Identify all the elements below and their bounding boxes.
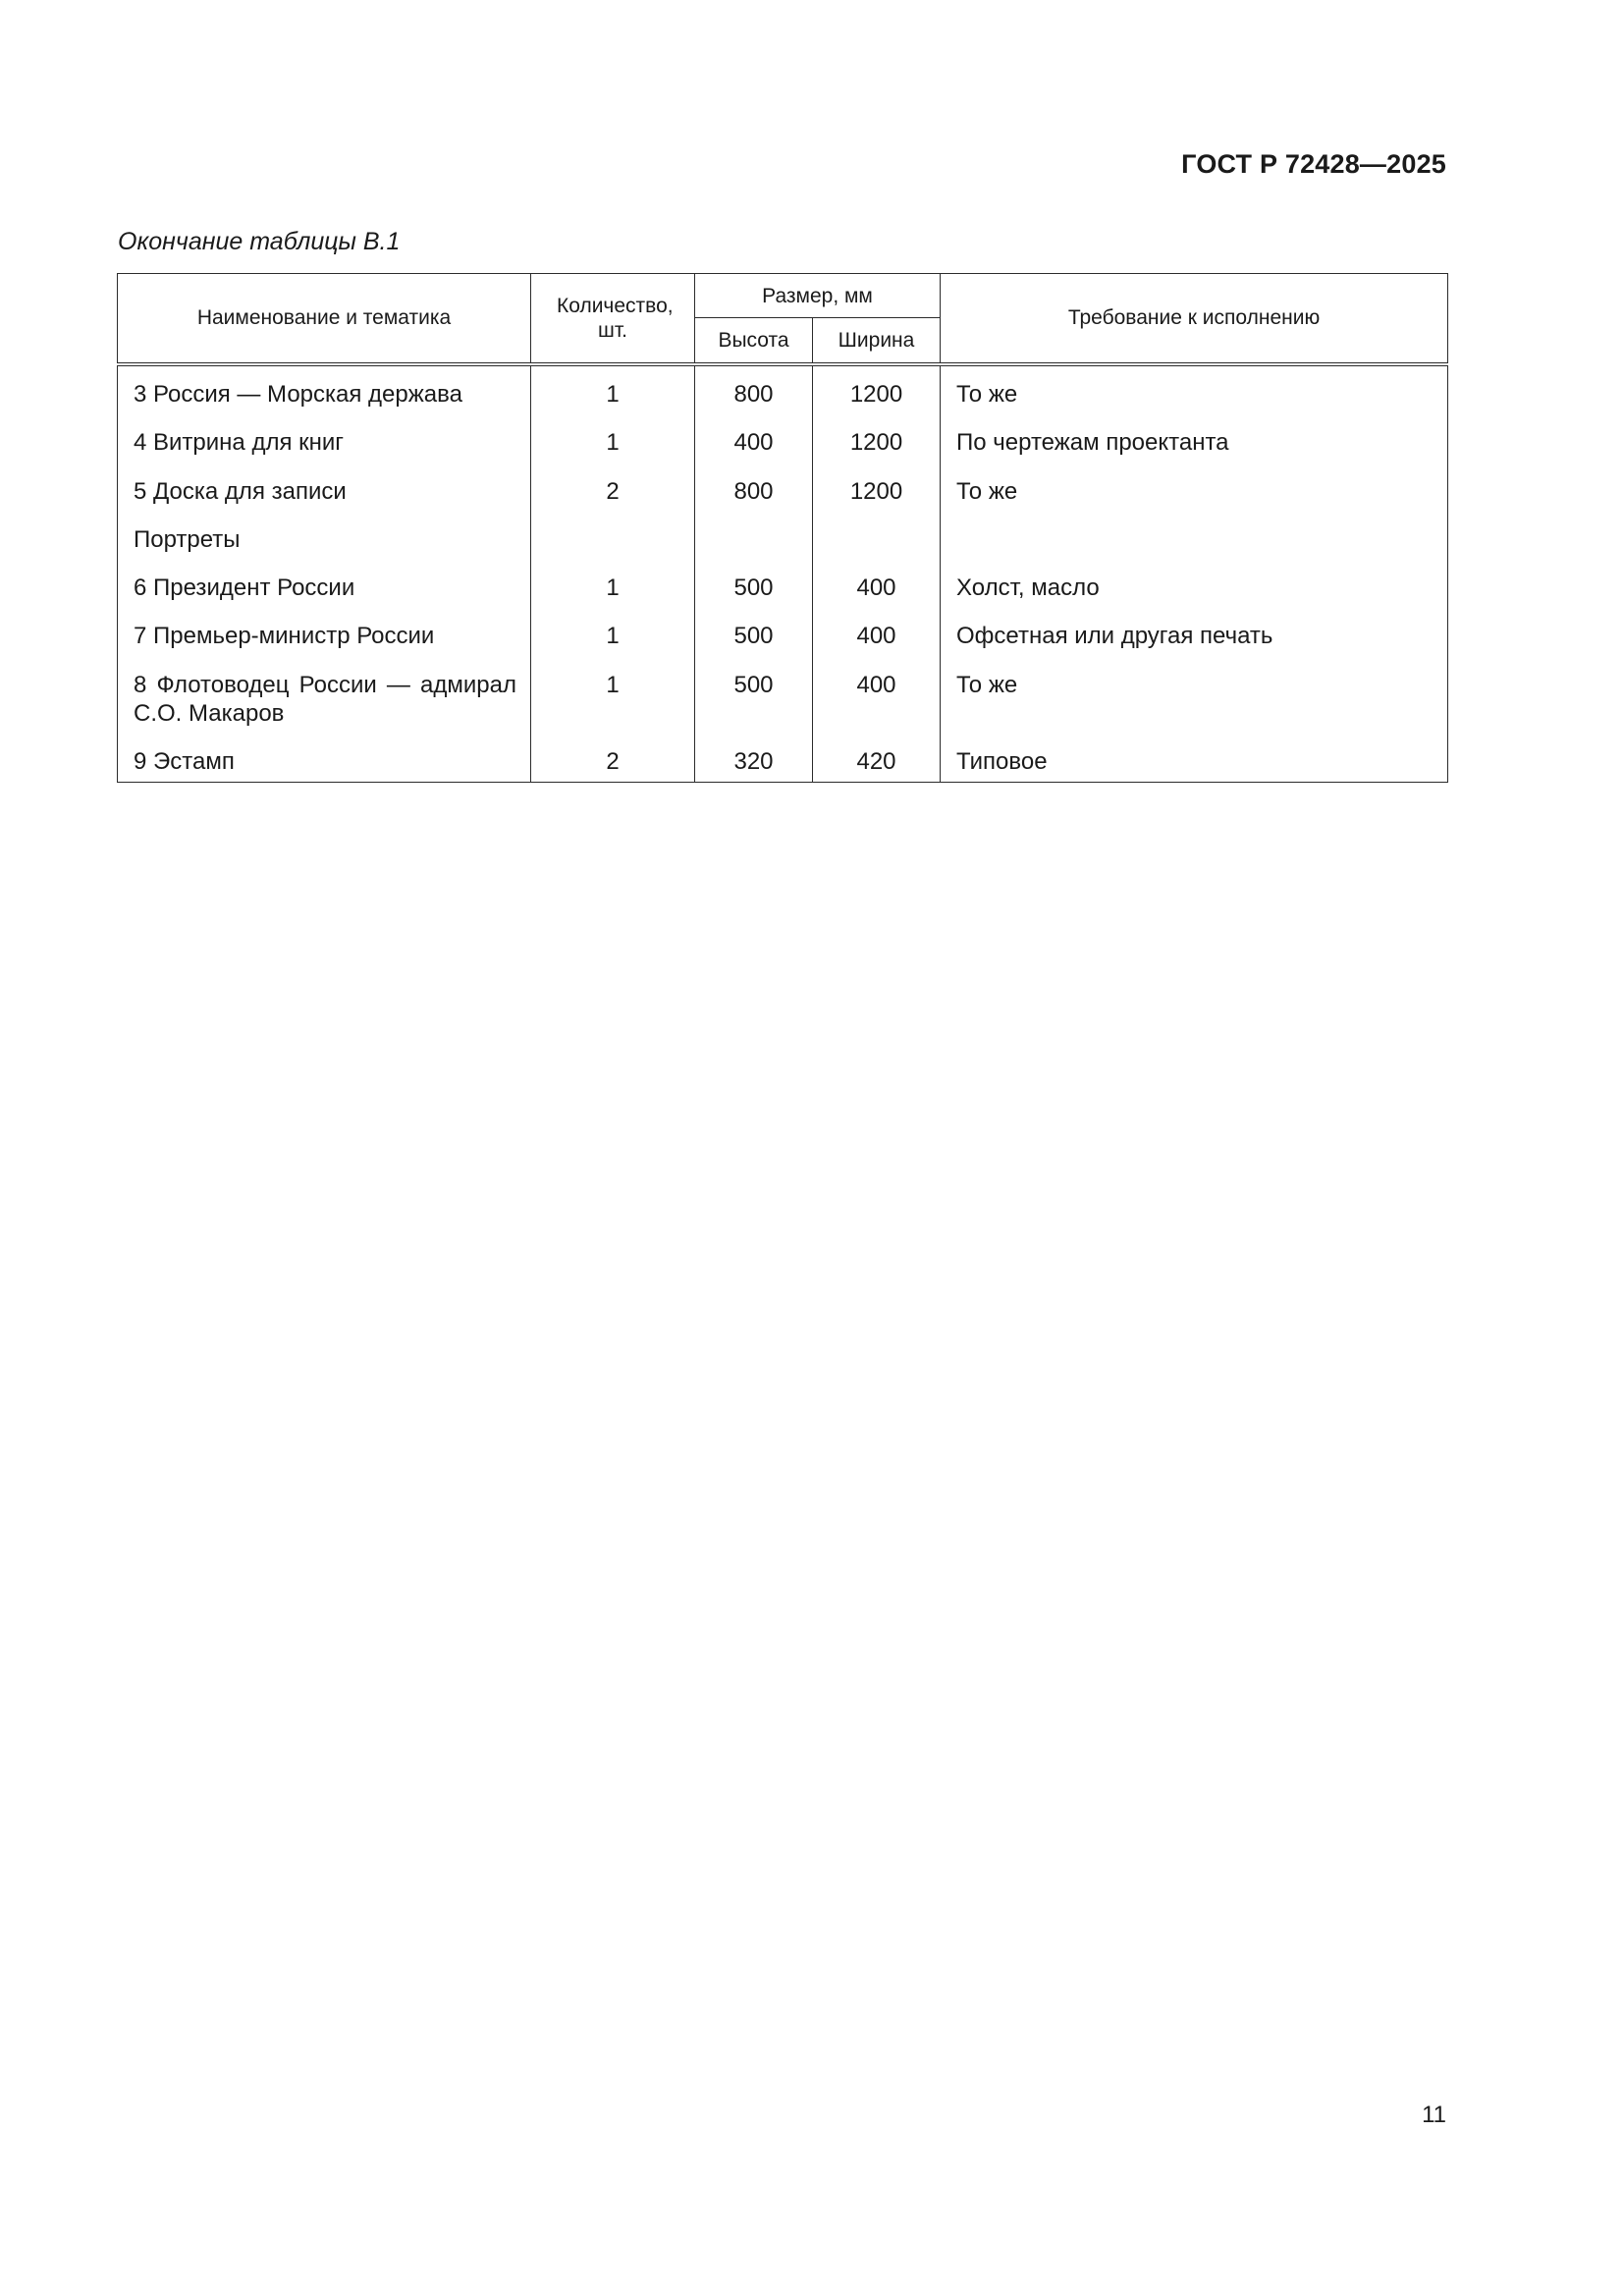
cell-quantity: 1	[531, 364, 695, 418]
cell-name: 7 Премьер-министр России	[118, 612, 531, 660]
cell-height: 800	[695, 467, 813, 516]
table-row	[118, 612, 1448, 660]
cell-quantity: 2	[531, 467, 695, 516]
cell-height: 320	[695, 738, 813, 783]
column-header-width: Ширина	[813, 318, 941, 364]
column-header-height: Высота	[695, 318, 813, 364]
table-body	[118, 364, 1448, 783]
cell-requirement: Холст, масло	[941, 564, 1448, 612]
cell-requirement: Офсетная или другая печать	[941, 612, 1448, 660]
column-header-requirement: Требование к исполнению	[941, 274, 1448, 365]
cell-requirement: То же	[941, 364, 1448, 418]
cell-width: 400	[813, 564, 941, 612]
cell-height: 500	[695, 661, 813, 738]
table-row	[118, 418, 1448, 466]
document-code: ГОСТ Р 72428—2025	[1181, 149, 1446, 179]
cell-name: 8 Флотоводец России — адмирал С.О. Макаров	[118, 661, 531, 738]
page-number: 11	[1422, 2102, 1446, 2128]
cell-requirement: Типовое	[941, 738, 1448, 783]
table-row-section-heading	[118, 516, 1448, 564]
table-row	[118, 738, 1448, 783]
table-row	[118, 467, 1448, 516]
cell-width: 400	[813, 612, 941, 660]
cell-width: 420	[813, 738, 941, 783]
cell-name: 5 Доска для записи	[118, 467, 531, 516]
table-caption: Окончание таблицы В.1	[118, 228, 401, 255]
cell-name: Портреты	[118, 516, 531, 564]
cell-width: 1200	[813, 364, 941, 418]
cell-quantity: 1	[531, 661, 695, 738]
cell-name: 4 Витрина для книг	[118, 418, 531, 466]
cell-requirement: То же	[941, 467, 1448, 516]
specification-table	[117, 273, 1448, 783]
cell-quantity: 1	[531, 612, 695, 660]
cell-name: 6 Президент России	[118, 564, 531, 612]
cell-width: 400	[813, 661, 941, 738]
cell-width: 1200	[813, 418, 941, 466]
table-row	[118, 661, 1448, 738]
table-row	[118, 364, 1448, 418]
column-header-size: Размер, мм	[695, 274, 941, 318]
cell-height: 500	[695, 564, 813, 612]
column-header-quantity: Количество, шт.	[531, 274, 695, 365]
cell-width: 1200	[813, 467, 941, 516]
cell-quantity: 2	[531, 738, 695, 783]
table-row	[118, 564, 1448, 612]
cell-requirement	[941, 516, 1448, 564]
cell-requirement: То же	[941, 661, 1448, 738]
cell-quantity: 1	[531, 418, 695, 466]
cell-height: 400	[695, 418, 813, 466]
specification-table-container	[117, 273, 1447, 783]
cell-height: 500	[695, 612, 813, 660]
column-header-name: Наименование и тематика	[118, 274, 531, 365]
table-header	[118, 274, 1448, 365]
cell-height	[695, 516, 813, 564]
cell-quantity	[531, 516, 695, 564]
cell-requirement: По чертежам проектанта	[941, 418, 1448, 466]
cell-quantity: 1	[531, 564, 695, 612]
cell-height: 800	[695, 364, 813, 418]
cell-width	[813, 516, 941, 564]
cell-name: 9 Эстамп	[118, 738, 531, 783]
cell-name: 3 Россия — Морская держава	[118, 364, 531, 418]
